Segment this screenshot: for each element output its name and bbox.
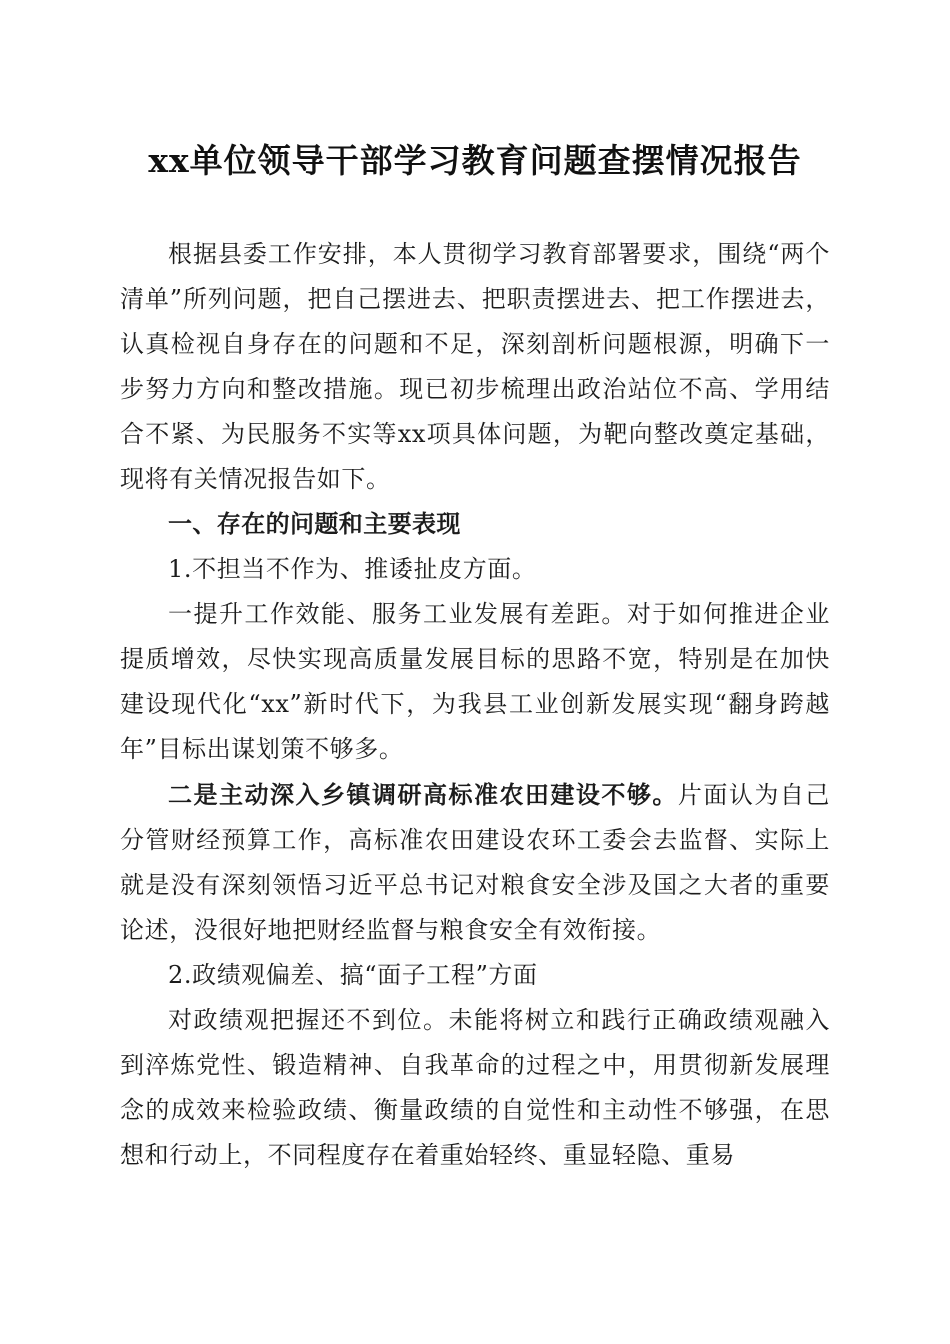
subsection-heading-1: 1.不担当不作为、推诿扯皮方面。 <box>168 555 537 583</box>
subsection-heading-2: 2.政绩观偏差、搞“面子工程”方面 <box>168 961 538 989</box>
section-heading-1: 一、存在的问题和主要表现 <box>168 510 461 538</box>
paragraph-3-rest: 片面认为自己分管财经预算工作，高标准农田建设农环工委会去监督、实际上就是没有深刻领悟习近平总书记对粮食安全涉及国之大者的重要论述，没很好地把财经监督与粮食安全有效衔接。 <box>120 781 830 944</box>
body-paragraph-3 <box>120 772 830 953</box>
paragraph-3-lead: 二是主动深入乡镇调研高标准农田建设不够。 <box>168 780 678 809</box>
intro-paragraph: 根据县委工作安排，本人贯彻学习教育部署要求，围绕“两个清单”所列问题，把自己摆进去、把职责摆进去、把工作摆进去，认真检视自身存在的问题和不足，深刻剖析问题根源，明确下一步努力方向和整改措施。现已初步梳理出政治站位不高、学用结合不紧、为民服务不实等xx项具体问题，为靶向整改奠定基础，现将有关情况报告如下。 <box>120 240 830 493</box>
document-title: xx单位领导干部学习教育问题查摆情况报告 <box>148 141 802 180</box>
body-paragraph-2: 一提升工作效能、服务工业发展有差距。对于如何推进企业提质增效，尽快实现高质量发展目标的思路不宽，特别是在加快建设现代化“xx”新时代下，为我县工业创新发展实现“翻身跨越年”目标出谋划策不够多。 <box>120 600 830 763</box>
document-body <box>120 232 830 1178</box>
body-paragraph-4: 对政绩观把握还不到位。未能将树立和践行正确政绩观融入到淬炼党性、锻造精神、自我革命的过程之中，用贯彻新发展理念的成效来检验政绩、衡量政绩的自觉性和主动性不够强，在思想和行动上，不同程度存在着重始轻终、重显轻隐、重易 <box>120 1006 830 1169</box>
